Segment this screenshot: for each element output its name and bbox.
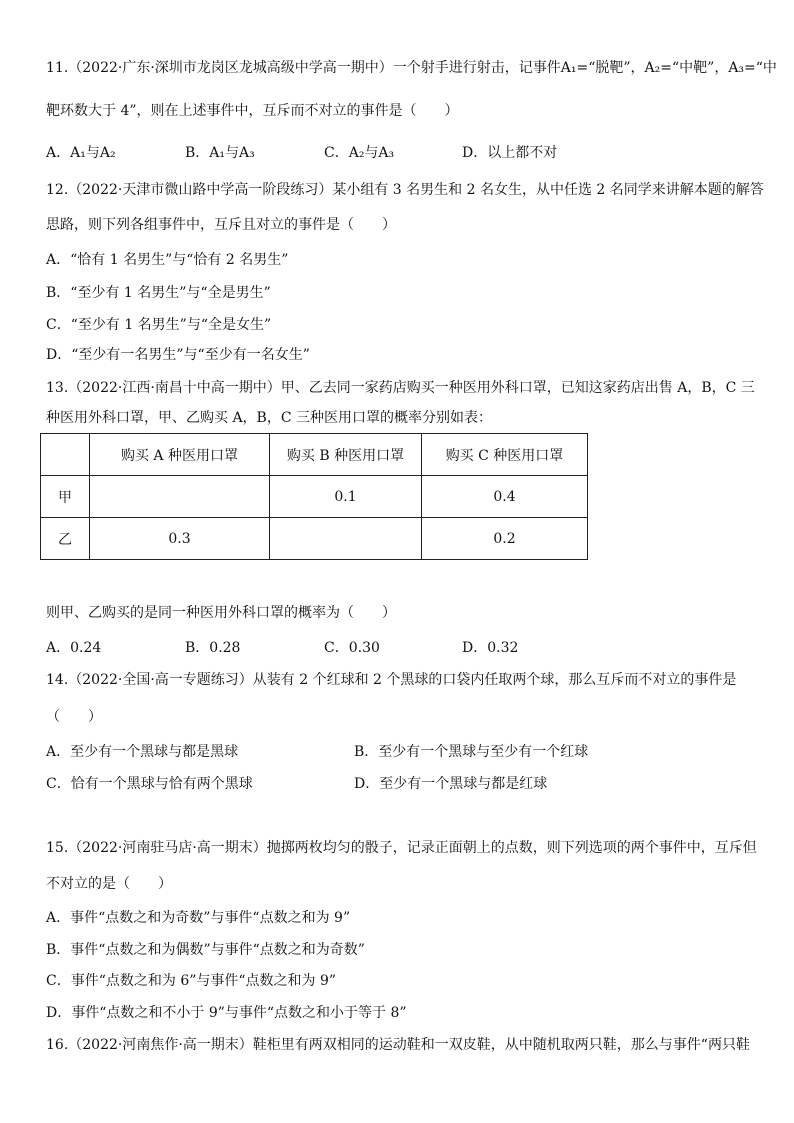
q12-stem-line1: 12.（2022·天津市微山路中学高一阶段练习）某小组有 3 名男生和 2 名女生，从中任选 2 名同学来讲解本题的解答 bbox=[46, 182, 764, 198]
q14-option-a: A．至少有一个黑球与都是黑球 bbox=[46, 744, 239, 760]
q15-option-d: D．事件“点数之和不小于 9”与事件“点数之和小于等于 8” bbox=[46, 1005, 407, 1021]
q13-option-b: B．0.28 bbox=[185, 640, 241, 656]
table-header-row bbox=[41, 434, 588, 476]
q14-option-d: D．至少有一个黑球与都是红球 bbox=[354, 776, 548, 792]
q13-option-a: A．0.24 bbox=[46, 640, 102, 656]
q12-option-d: D．“至少有一名男生”与“至少有一名女生” bbox=[46, 347, 310, 363]
q15-stem-line2: 不对立的是（ ） bbox=[46, 876, 172, 892]
table-cell bbox=[270, 518, 422, 560]
q11-option-d: D．以上都不对 bbox=[462, 145, 558, 161]
q13-stem-line2: 种医用外科口罩，甲、乙购买 A，B，C 三种医用口罩的概率分别如表： bbox=[46, 410, 493, 426]
table-cell: 0.1 bbox=[270, 476, 422, 518]
q13-question: 则甲、乙购买的是同一种医用外科口罩的概率为（ ） bbox=[46, 605, 396, 621]
table-header-cell bbox=[41, 434, 90, 476]
q15-option-c: C．事件“点数之和为 6”与事件“点数之和为 9” bbox=[46, 973, 337, 989]
table-header-cell: 购买 C 种医用口罩 bbox=[422, 434, 588, 476]
table-header-cell: 购买 A 种医用口罩 bbox=[90, 434, 270, 476]
q14-option-b: B．至少有一个黑球与至少有一个红球 bbox=[354, 744, 589, 760]
q13-option-d: D．0.32 bbox=[462, 640, 519, 656]
table-cell bbox=[90, 476, 270, 518]
q16-stem-line1: 16.（2022·河南焦作·高一期末）鞋柜里有两双相同的运动鞋和一双皮鞋，从中随机取两只鞋，那么与事件“两只鞋 bbox=[46, 1037, 750, 1053]
q15-option-a: A．事件“点数之和为奇数”与事件“点数之和为 9” bbox=[46, 910, 351, 926]
q11-option-c: C．A₂与A₃ bbox=[324, 145, 395, 161]
table-cell: 0.4 bbox=[422, 476, 588, 518]
q11-option-a: A．A₁与A₂ bbox=[46, 145, 116, 161]
table-cell: 0.2 bbox=[422, 518, 588, 560]
table-cell: 乙 bbox=[41, 518, 90, 560]
q12-stem-line2: 思路，则下列各组事件中，互斥且对立的事件是（ ） bbox=[46, 217, 396, 233]
q14-stem-line2: （ ） bbox=[46, 709, 102, 725]
q13-option-c: C．0.30 bbox=[324, 640, 380, 656]
q15-option-b: B．事件“点数之和为偶数”与事件“点数之和为奇数” bbox=[46, 942, 365, 958]
q11-option-b: B．A₁与A₃ bbox=[185, 145, 255, 161]
q12-option-b: B．“至少有 1 名男生”与“全是男生” bbox=[46, 285, 271, 301]
probability-table bbox=[40, 433, 588, 560]
table-header-cell: 购买 B 种医用口罩 bbox=[270, 434, 422, 476]
table-cell: 0.3 bbox=[90, 518, 270, 560]
q11-stem-line2: 靶环数大于 4”，则在上述事件中，互斥而不对立的事件是（ ） bbox=[46, 103, 459, 119]
q13-stem-line1: 13.（2022·江西·南昌十中高一期中）甲、乙去同一家药店购买一种医用外科口罩，已知这家药店出售 A，B，C 三 bbox=[46, 380, 755, 396]
q14-stem-line1: 14.（2022·全国·高一专题练习）从装有 2 个红球和 2 个黑球的口袋内任取两个球，那么互斥而不对立的事件是 bbox=[46, 672, 737, 688]
q15-stem-line1: 15.（2022·河南驻马店·高一期末）抛掷两枚均匀的骰子，记录正面朝上的点数，则下列选项的两个事件中，互斥但 bbox=[46, 840, 757, 856]
q12-option-a: A．“恰有 1 名男生”与“恰有 2 名男生” bbox=[46, 252, 289, 268]
table-cell: 甲 bbox=[41, 476, 90, 518]
q14-option-c: C．恰有一个黑球与恰有两个黑球 bbox=[46, 776, 253, 792]
q12-option-c: C．“至少有 1 名男生”与“全是女生” bbox=[46, 317, 272, 333]
q11-stem-line1: 11.（2022·广东·深圳市龙岗区龙城高级中学高一期中）一个射手进行射击，记事件A₁=“脱靶”，A₂=“中靶”，A₃=“中 bbox=[46, 60, 777, 76]
table-row bbox=[41, 518, 588, 560]
table-row bbox=[41, 476, 588, 518]
